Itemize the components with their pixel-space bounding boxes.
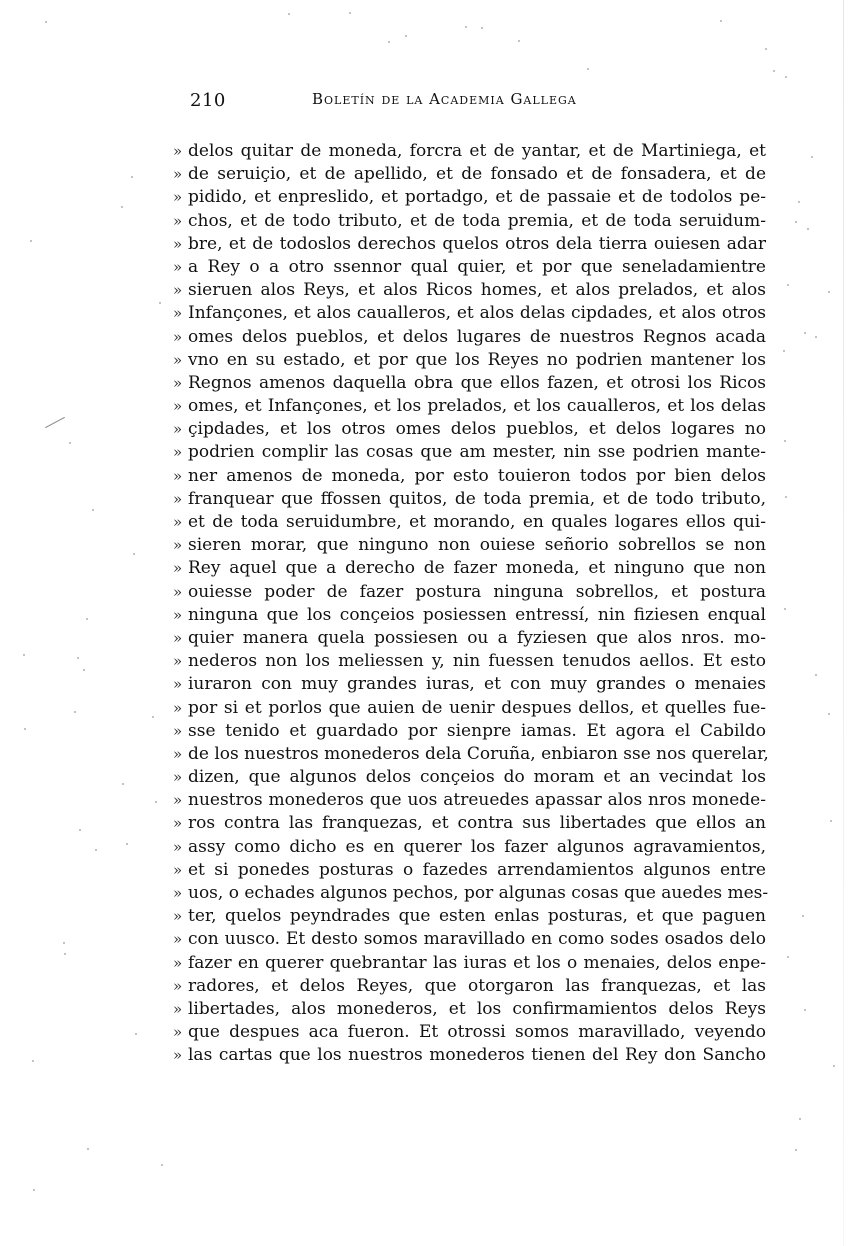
text-line	[173, 418, 766, 441]
quote-mark: »	[173, 768, 183, 787]
quote-mark: »	[173, 721, 183, 740]
text-line	[173, 441, 766, 464]
line-text: podrien complir las cosas que am mester, nin sse podrien mante-	[188, 442, 766, 463]
quote-mark: »	[173, 281, 183, 300]
scan-speck	[63, 942, 65, 944]
text-line	[173, 720, 766, 743]
scan-speck	[24, 728, 26, 730]
scan-speck	[783, 350, 785, 352]
text-line	[173, 928, 766, 951]
scan-speck	[121, 206, 123, 208]
scan-speck	[773, 70, 775, 72]
scan-speck	[87, 1148, 89, 1150]
quote-mark: »	[173, 814, 183, 833]
text-line	[173, 349, 766, 372]
text-line	[173, 557, 766, 580]
scan-speck	[784, 608, 786, 610]
scan-speck	[828, 291, 830, 293]
quote-mark: »	[173, 513, 183, 531]
text-line	[173, 766, 766, 789]
line-text: quier manera quela possiesen ou a fyziesen que alos nros. mo-	[188, 627, 766, 648]
quote-mark: »	[173, 860, 183, 879]
quote-mark: »	[173, 605, 183, 624]
quote-mark: »	[173, 397, 183, 416]
line-text: pidido, et enpreslido, et portadgo, et de passaie et de todolos pe-	[188, 187, 766, 208]
scan-speck	[33, 1189, 35, 1191]
line-text: por si et porlos que auien de uenir despues dellos, et quelles fue-	[188, 697, 766, 718]
text-line	[173, 743, 769, 766]
line-text: omes delos pueblos, et delos lugares de nuestros Regnos acada	[188, 326, 766, 347]
line-text: ros contra las franquezas, et contra sus libertades que ellos an	[188, 813, 766, 834]
text-line	[173, 836, 766, 859]
line-text: chos, et de todo tributo, et de toda premia, et de toda seruidum-	[188, 210, 766, 231]
scan-speck	[288, 13, 290, 15]
scan-speck	[804, 332, 806, 334]
quote-mark: »	[173, 744, 183, 763]
line-text: Rey aquel que a derecho de fazer moneda, et ninguno que non	[188, 558, 766, 579]
quote-mark: »	[173, 327, 183, 346]
scan-speck	[133, 553, 135, 555]
scan-speck	[155, 801, 157, 803]
scan-speck	[518, 40, 520, 42]
text-line	[173, 952, 766, 975]
quote-mark: »	[173, 373, 183, 392]
scan-speck	[32, 1060, 34, 1062]
text-line	[173, 186, 766, 209]
scan-speck	[465, 26, 467, 28]
quote-mark: »	[173, 234, 183, 253]
text-line	[173, 372, 766, 395]
text-line	[173, 465, 766, 488]
line-text: uos, o echades algunos pechos, por algunas cosas que auedes mes-	[188, 883, 769, 903]
line-text: et si ponedes posturas o fazedes arrendamientos algunos entre	[188, 859, 766, 880]
scan-speck	[833, 1065, 835, 1067]
quote-mark: »	[173, 466, 183, 485]
scan-speck	[86, 618, 88, 620]
scan-speck	[830, 820, 832, 822]
scan-speck	[828, 713, 830, 715]
line-text: ter, quelos peyndrades que esten enlas posturas, et que paguen	[188, 906, 766, 927]
text-line	[173, 488, 766, 511]
text-line	[173, 650, 766, 673]
scan-speck	[95, 849, 97, 851]
quote-mark: »	[173, 953, 183, 972]
quote-mark: »	[173, 165, 183, 184]
body-text	[173, 140, 769, 1068]
text-line	[173, 395, 766, 418]
quote-mark: »	[173, 536, 183, 555]
quote-mark: »	[173, 999, 183, 1018]
text-line	[173, 905, 766, 928]
line-text: et de toda seruidumbre, et morando, en quales logares ellos qui-	[188, 512, 766, 532]
page-edge	[843, 0, 844, 1246]
scan-speck	[159, 302, 161, 304]
quote-mark: »	[173, 582, 183, 601]
line-text: de los nuestros monederos dela Coruña, enbiaron sse nos querelar,	[188, 743, 769, 764]
scan-speck	[815, 336, 817, 338]
text-line	[173, 697, 766, 720]
scan-speck	[785, 76, 787, 78]
quote-mark: »	[173, 443, 183, 462]
quote-mark: »	[173, 211, 183, 230]
scan-speck	[811, 156, 813, 158]
margin-mark	[45, 417, 65, 428]
scan-speck	[787, 956, 789, 958]
line-text: vno en su estado, et por que los Reyes no podrien mantener los	[188, 349, 766, 370]
quote-mark: »	[173, 559, 183, 578]
scan-speck	[122, 783, 124, 785]
scan-speck	[45, 21, 47, 23]
scan-speck	[74, 711, 76, 713]
line-text: dizen, que algunos delos conçeios do moram et an vecindat los	[188, 767, 766, 788]
quote-mark: »	[173, 907, 183, 926]
line-text: çipdades, et los otros omes delos pueblos, et delos logares no	[188, 419, 766, 440]
running-title: Boletín de la Academia Gallega	[312, 90, 577, 108]
quote-mark: »	[173, 791, 183, 810]
line-text: sse tenido et guardado por sienpre iamas. Et agora el Cabildo	[188, 720, 766, 741]
text-line	[173, 882, 769, 905]
text-line	[173, 604, 766, 627]
quote-mark: »	[173, 257, 183, 276]
quote-mark: »	[173, 884, 183, 902]
quote-mark: »	[173, 652, 183, 671]
line-text: ouiesse poder de fazer postura ninguna sobrellos, et postura	[188, 581, 766, 602]
quote-mark: »	[173, 188, 183, 207]
text-line	[173, 163, 766, 186]
scan-speck	[784, 440, 786, 442]
quote-mark: »	[173, 1023, 183, 1042]
scan-speck	[92, 509, 94, 511]
line-text: iuraron con muy grandes iuras, et con muy grandes o menaies	[188, 674, 766, 695]
scan-speck	[135, 1033, 137, 1035]
line-text: nuestros monederos que uos atreuedes apassar alos nros monede-	[188, 790, 766, 811]
text-line	[173, 1044, 766, 1067]
text-line	[173, 279, 766, 302]
text-line	[173, 534, 766, 557]
scan-speck	[795, 1149, 797, 1151]
scan-speck	[787, 284, 789, 286]
scan-speck	[804, 1009, 806, 1011]
page-number: 210	[190, 90, 226, 111]
line-text: delos quitar de moneda, forcra et de yantar, et de Martiniega, et	[188, 141, 766, 161]
line-text: radores, et delos Reyes, que otorgaron las franquezas, et las	[188, 975, 766, 996]
scan-speck	[405, 35, 407, 37]
line-text: de seruiçio, et de apellido, et de fonsado et de fonsadera, et de	[188, 164, 766, 185]
scan-speck	[349, 12, 351, 14]
scan-speck	[79, 829, 81, 831]
scan-speck	[83, 669, 85, 671]
scan-speck	[802, 915, 804, 917]
scan-speck	[481, 27, 483, 29]
scan-speck	[799, 1118, 801, 1120]
scan-speck	[587, 68, 589, 70]
line-text: libertades, alos monederos, et los confirmamientos delos Reys	[188, 998, 766, 1019]
text-line	[173, 789, 766, 812]
line-text: a Rey o a otro ssennor qual quier, et por que seneladamientre	[188, 256, 766, 277]
line-text: Regnos amenos daquella obra que ellos fazen, et otrosi los Ricos	[188, 372, 766, 393]
quote-mark: »	[173, 489, 183, 508]
quote-mark: »	[173, 420, 183, 439]
line-text: ninguna que los conçeios posiessen entressí, nin fiziesen enqual	[188, 604, 766, 625]
text-line	[173, 673, 766, 696]
scan-speck	[795, 221, 797, 223]
line-text: las cartas que los nuestros monederos tienen del Rey don Sancho	[188, 1045, 766, 1066]
scan-speck	[152, 716, 154, 718]
line-text: franquear que ffossen quitos, de toda premia, et de todo tributo,	[188, 488, 766, 509]
quote-mark: »	[173, 976, 183, 995]
text-line	[173, 812, 766, 835]
quote-mark: »	[173, 142, 183, 160]
line-text: sieruen alos Reys, et alos Ricos homes, et alos prelados, et alos	[188, 280, 766, 301]
text-line	[173, 140, 766, 163]
text-line	[173, 1021, 766, 1044]
text-line	[173, 326, 766, 349]
quote-mark: »	[173, 350, 183, 369]
line-text: omes, et Infançones, et los prelados, et los caualleros, et los delas	[188, 396, 766, 417]
line-text: nederos non los meliessen y, nin fuessen tenudos aellos. Et esto	[188, 651, 766, 672]
text-line	[173, 998, 766, 1021]
scan-speck	[64, 953, 66, 955]
text-line	[173, 233, 766, 256]
scan-speck	[77, 657, 79, 659]
text-line	[173, 627, 766, 650]
quote-mark: »	[173, 930, 183, 949]
text-line	[173, 210, 766, 233]
scan-speck	[131, 176, 133, 178]
scan-speck	[23, 654, 25, 656]
text-line	[173, 581, 766, 604]
quote-mark: »	[173, 628, 183, 647]
line-text: fazer en querer quebrantar las iuras et los o menaies, delos enpe-	[188, 952, 766, 973]
scan-speck	[785, 496, 787, 498]
scan-speck	[798, 201, 800, 203]
line-text: ner amenos de moneda, por esto touieron todos por bien delos	[188, 465, 766, 486]
quote-mark: »	[173, 675, 183, 694]
text-line	[173, 859, 766, 882]
quote-mark: »	[173, 1046, 183, 1065]
text-line	[173, 511, 766, 534]
scan-speck	[720, 20, 722, 22]
scan-speck	[807, 228, 809, 230]
text-line	[173, 256, 766, 279]
line-text: con uusco. Et desto somos maravillado en como sodes osados delo	[188, 929, 766, 950]
line-text: assy como dicho es en querer los fazer algunos agravamientos,	[188, 836, 766, 857]
text-line	[173, 302, 766, 325]
scan-speck	[126, 843, 128, 845]
scan-speck	[30, 240, 32, 242]
scan-speck	[69, 442, 71, 444]
line-text: que despues aca fueron. Et otrossi somos maravillado, veyendo	[188, 1022, 766, 1043]
scan-speck	[815, 674, 817, 676]
scan-speck	[765, 48, 767, 50]
line-text: sieren morar, que ninguno non ouiese señorio sobrellos se non	[188, 535, 766, 556]
quote-mark: »	[173, 837, 183, 856]
scan-speck	[388, 41, 390, 43]
quote-mark: »	[173, 304, 183, 323]
text-line	[173, 975, 766, 998]
scan-speck	[161, 1164, 163, 1166]
line-text: Infançones, et alos caualleros, et alos delas cipdades, et alos otros	[188, 303, 766, 324]
quote-mark: »	[173, 698, 183, 717]
line-text: bre, et de todoslos derechos quelos otros dela tierra ouiesen adar	[188, 233, 766, 254]
